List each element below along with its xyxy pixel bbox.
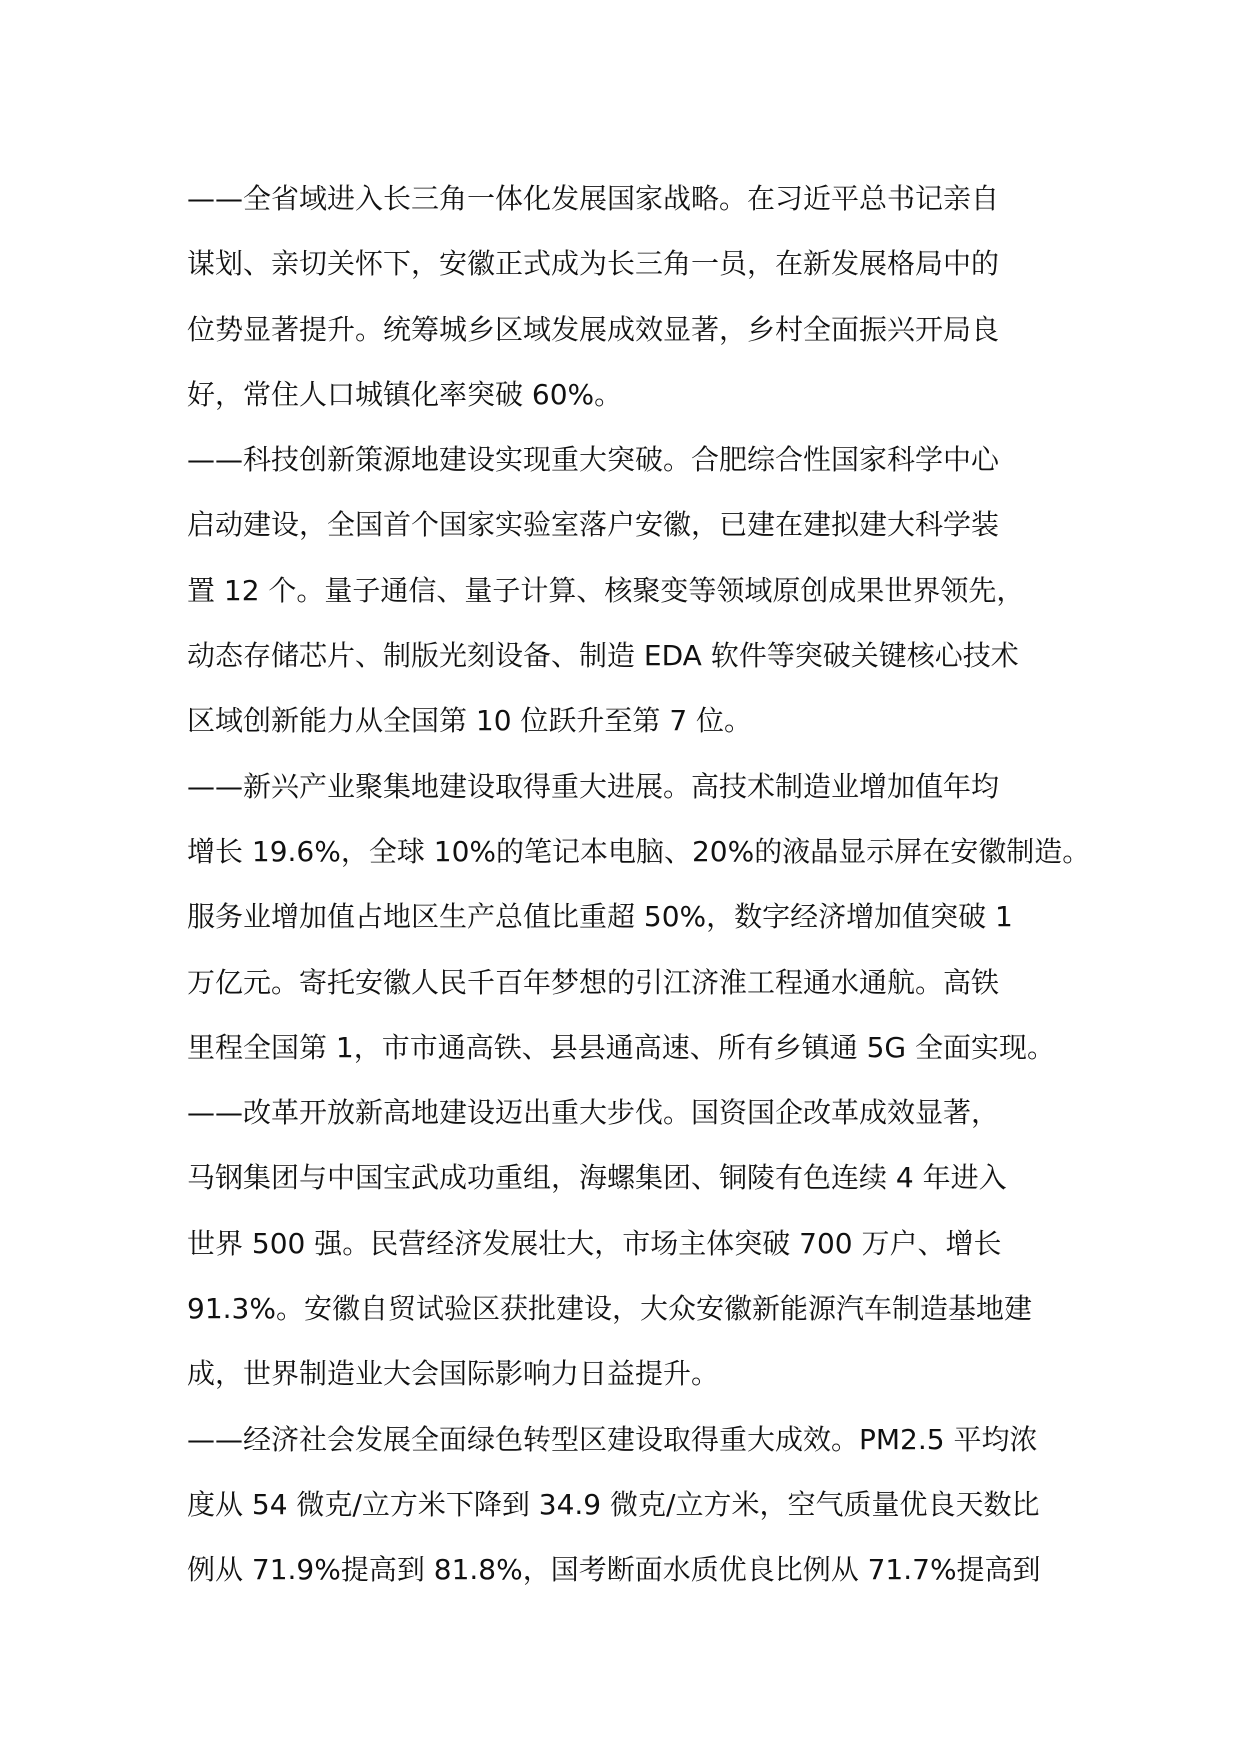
text-line: 度从 54 微克/立方米下降到 34.9 微克/立方米，空气质量优良天数比 bbox=[187, 1487, 1040, 1521]
text-line: 万亿元。寄托安徽人民千百年梦想的引江济淮工程通水通航。高铁 bbox=[187, 965, 1000, 999]
text-line: 动态存储芯片、制版光刻设备、制造 EDA 软件等突破关键核心技术 bbox=[187, 639, 1019, 673]
text-line: 区域创新能力从全国第 10 位跃升至第 7 位。 bbox=[187, 704, 753, 738]
text-line: ——经济社会发展全面绿色转型区建设取得重大成效。PM2.5 平均浓 bbox=[187, 1422, 1038, 1456]
text-line: 谋划、亲切关怀下，安徽正式成为长三角一员，在新发展格局中的 bbox=[187, 247, 1000, 281]
text-line: 置 12 个。量子通信、量子计算、核聚变等领域原创成果世界领先， bbox=[187, 573, 1025, 607]
text-line: 世界 500 强。民营经济发展壮大，市场主体突破 700 万户、增长 bbox=[187, 1226, 1002, 1260]
text-line: ——科技创新策源地建设实现重大突破。合肥综合性国家科学中心 bbox=[187, 443, 1000, 477]
text-line: 例从 71.9%提高到 81.8%，国考断面水质优良比例从 71.7%提高到 bbox=[187, 1553, 1041, 1587]
text-line: 91.3%。安徽自贸试验区获批建设，大众安徽新能源汽车制造基地建 bbox=[187, 1292, 1032, 1326]
text-line: 服务业增加值占地区生产总值比重超 50%，数字经济增加值突破 1 bbox=[187, 900, 1013, 934]
text-line: 增长 19.6%，全球 10%的笔记本电脑、20%的液晶显示屏在安徽制造。 bbox=[187, 834, 1091, 868]
text-line: 启动建设，全国首个国家实验室落户安徽，已建在建拟建大科学装 bbox=[187, 508, 1000, 542]
text-line: ——新兴产业聚集地建设取得重大进展。高技术制造业增加值年均 bbox=[187, 769, 1000, 803]
text-line: ——全省域进入长三角一体化发展国家战略。在习近平总书记亲自 bbox=[187, 182, 1000, 215]
text-line: 马钢集团与中国宝武成功重组，海螺集团、铜陵有色连续 4 年进入 bbox=[187, 1161, 1007, 1195]
text-line: 好，常住人口城镇化率突破 60%。 bbox=[187, 377, 623, 411]
text-line: 里程全国第 1，市市通高铁、县县通高速、所有乡镇通 5G 全面实现。 bbox=[187, 1030, 1056, 1064]
text-line: 成，世界制造业大会国际影响力日益提升。 bbox=[187, 1357, 720, 1391]
text-line: 位势显著提升。统筹城乡区域发展成效显著，乡村全面振兴开局良 bbox=[187, 312, 1000, 346]
body-text bbox=[187, 166, 1091, 1603]
text-line: ——改革开放新高地建设迈出重大步伐。国资国企改革成效显著， bbox=[187, 1096, 1000, 1130]
